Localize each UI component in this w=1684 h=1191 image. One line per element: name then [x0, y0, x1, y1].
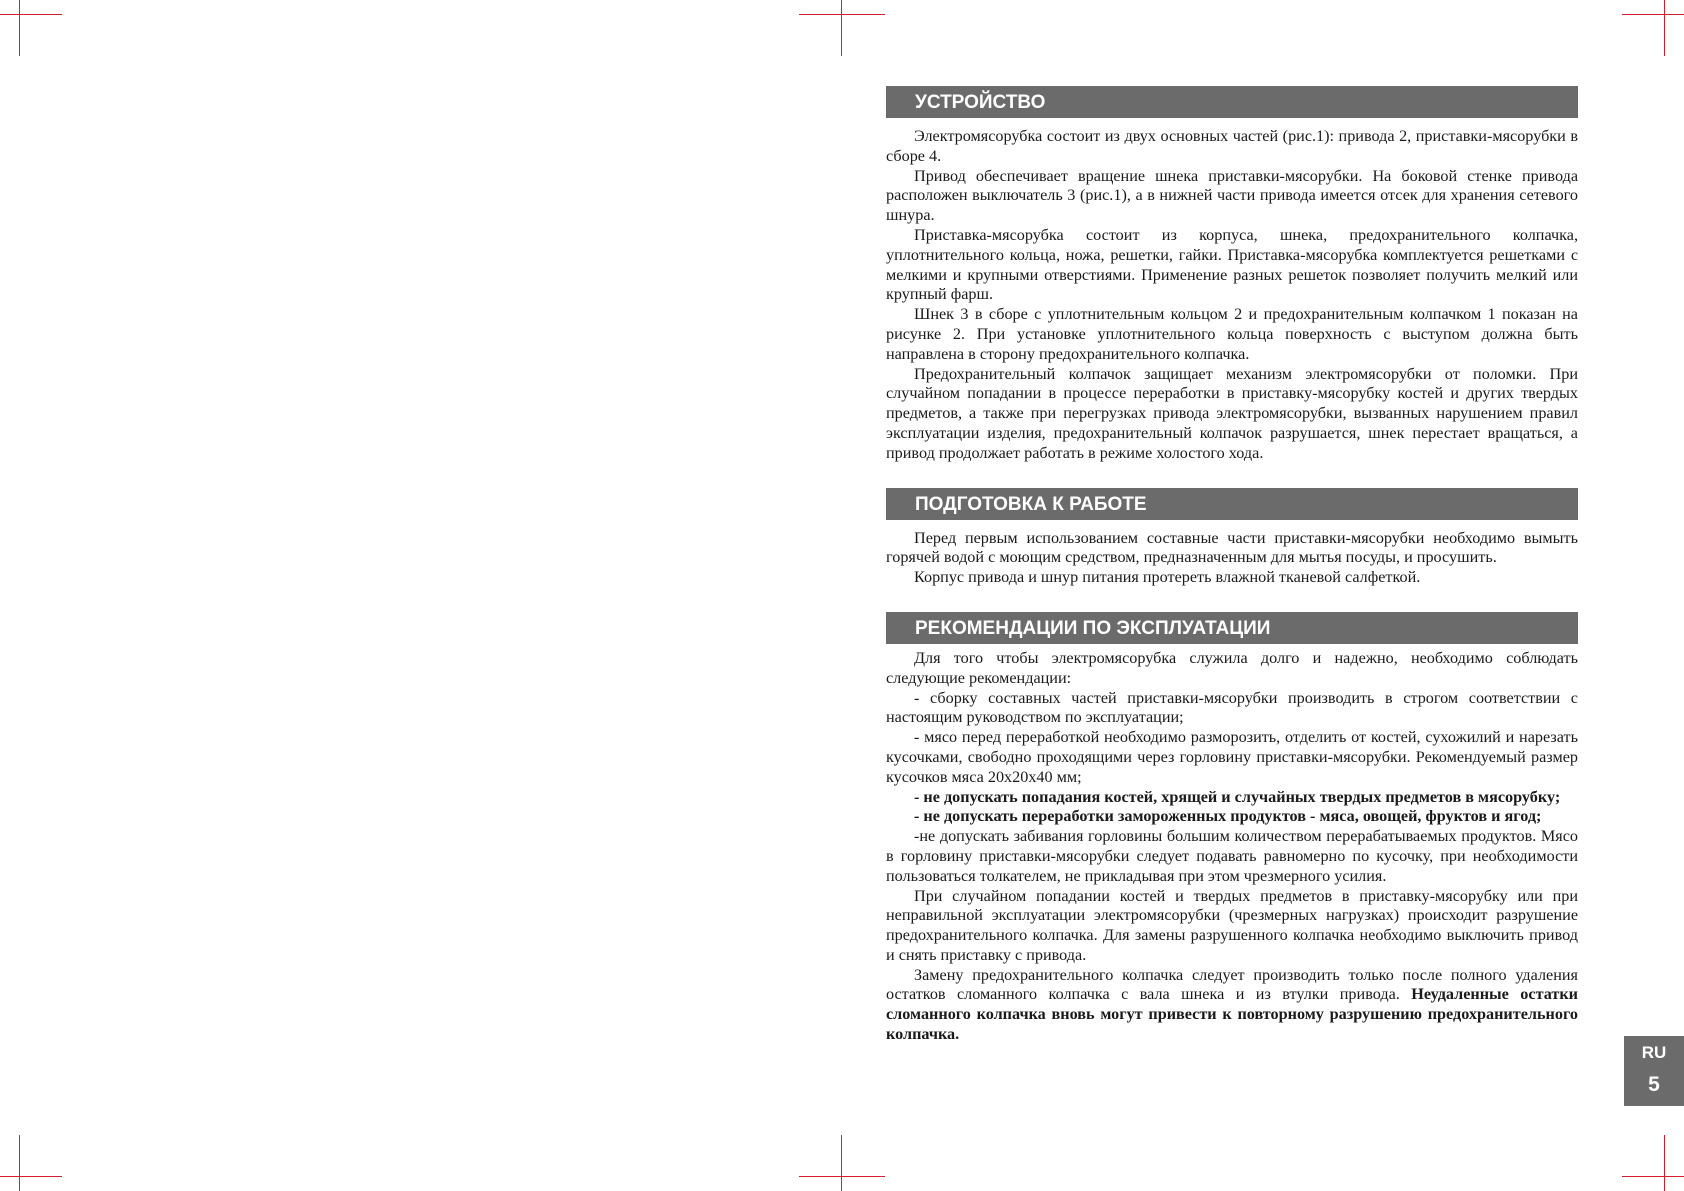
crop-mark: [799, 1176, 885, 1177]
crop-mark: [841, 1135, 842, 1191]
section-device: [886, 86, 1578, 464]
paragraph: Перед первым использованием составные части приставки-мясорубки необходимо вымыть горячей водой с моющим средством, предназначенным для мытья посуды, и просушить.: [886, 528, 1578, 567]
page-number: 5: [1648, 1073, 1660, 1096]
language-label: RU: [1641, 1043, 1667, 1062]
paragraph: Приставка-мясорубка состоит из корпуса, шнека, предохранительного колпачка, уплотнительного кольца, ножа, решетки, гайки. Приставка-мясорубка комплектуется решетками с мелкими и крупными отверстиями. Применение разных решеток позволяет получить мелкий или крупный фарш.: [886, 225, 1578, 304]
page-tab: [1624, 1036, 1684, 1106]
paragraph: Предохранительный колпачок защищает механизм электромясорубки от поломки. При случайном попадании в процессе переработки в приставку-мясорубку костей и других твердых предметов, а также при перегрузках привода электромясорубки, вызванных нарушением правил эксплуатации изделия, предохранительный колпачок разрушается, шнек перестает вращаться, а привод продолжает работать в режиме холостого хода.: [886, 364, 1578, 462]
paragraph: -не допускать забивания горловины большим количеством перерабатываемых продуктов. Мясо в горловину приставки-мясорубки следует подавать равномерно по кусочку, при необходимости пользоваться толкателем, не прикладывая при этом чрезмерного усилия.: [886, 827, 1578, 885]
crop-mark: [19, 0, 20, 56]
crop-mark: [0, 1176, 62, 1177]
warning-paragraph: - не допускать попадания костей, хрящей и случайных твердых предметов в мясорубку;: [914, 787, 1561, 806]
paragraph: Шнек 3 в сборе с уплотнительным кольцом 2 и предохранительным колпачком 1 показан на рисунке 2. При установке уплотнительного кольца поверхность с выступом должна быть направлена в сторону предохранительного колпачка.: [886, 305, 1578, 363]
crop-mark: [0, 14, 62, 15]
paragraph: Для того чтобы электромясорубка служила долго и надежно, необходимо соблюдать следующие рекомендации:: [886, 648, 1578, 687]
crop-mark: [799, 14, 885, 15]
section-header: ПОДГОТОВКА К РАБОТЕ: [886, 488, 1578, 520]
paragraph: При случайном попадании костей и твердых предметов в приставку-мясорубку или при неправильной эксплуатации электромясорубки (чрезмерных нагрузках) происходит разрушение предохранительного колпачка. Для замены разрушенного колпачка необходимо выключить привод и снять приставку с привода.: [886, 886, 1578, 964]
paragraph: [886, 966, 1578, 1045]
page-content: [886, 86, 1578, 1069]
paragraph: - сборку составных частей приставки-мясорубки производить в строгом соответствии с настоящим руководством по эксплуатации;: [886, 688, 1578, 727]
section-preparation: [886, 488, 1578, 588]
warning-text: Неудаленные остатки сломанного колпачка вновь могут привести к повторному разрушению предохранительного колпачка.: [886, 985, 1578, 1044]
paragraph: Привод обеспечивает вращение шнека приставки-мясорубки. На боковой стенке привода расположен выключатель 3 (рис.1), а в нижней части привода имеется отсек для хранения сетевого шнура.: [886, 166, 1578, 225]
paragraph: - мясо перед переработкой необходимо разморозить, отделить от костей, сухожилий и нарезать кусочками, свободно проходящими через горловину приставки-мясорубки. Рекомендуемый размер кусочков мяса 20х20х40 мм;: [886, 728, 1578, 786]
crop-mark: [1622, 14, 1684, 15]
section-recommendations: [886, 612, 1578, 1045]
paragraph: Корпус привода и шнур питания протереть влажной тканевой салфеткой.: [914, 568, 1421, 587]
section-header: РЕКОМЕНДАЦИИ ПО ЭКСПЛУАТАЦИИ: [886, 612, 1578, 644]
paragraph-text: Замену предохранительного колпачка следует производить только после полного удаления остатков сломанного колпачка с вала шнека и из втулки привода.: [886, 965, 1578, 1004]
crop-mark: [19, 1135, 20, 1191]
crop-mark: [1622, 1176, 1684, 1177]
paragraph: Электромясорубка состоит из двух основных частей (рис.1): привода 2, приставки-мясорубки в сборе 4.: [886, 127, 1578, 165]
crop-mark: [1664, 1135, 1665, 1191]
crop-mark: [1664, 0, 1665, 56]
warning-paragraph: - не допускать переработки замороженных продуктов - мяса, овощей, фруктов и ягод;: [914, 807, 1542, 826]
crop-mark: [841, 0, 842, 56]
section-header: УСТРОЙСТВО: [886, 86, 1578, 118]
